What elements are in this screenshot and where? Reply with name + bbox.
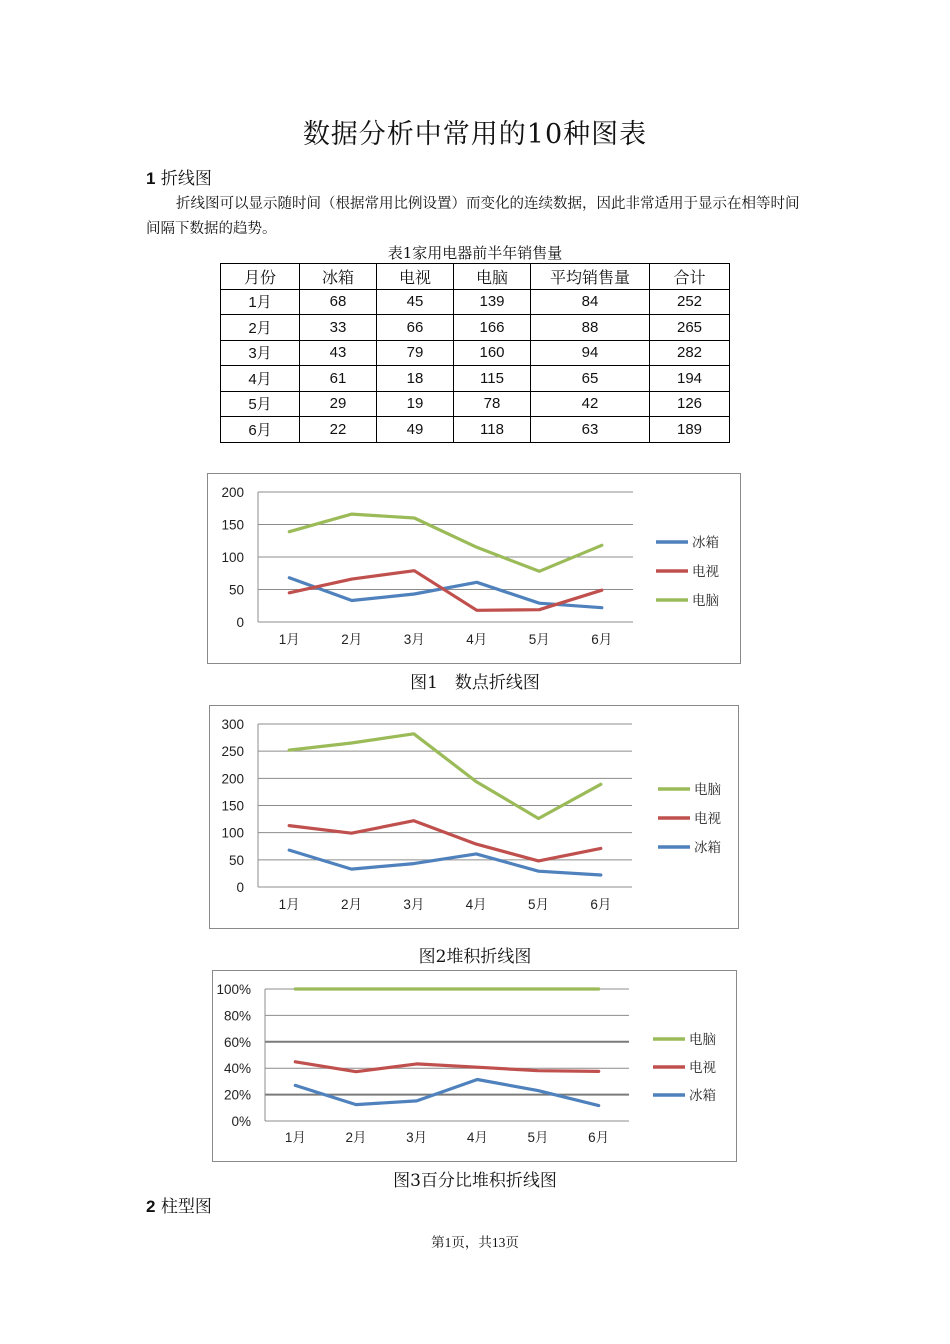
chart-2-caption: 图2堆积折线图 [418, 947, 532, 967]
table-header-row [221, 264, 730, 290]
y-tick-label: 80% [223, 1008, 251, 1024]
y-tick-label: 200 [221, 771, 244, 787]
series-line-3 [289, 514, 602, 571]
legend-label: 电脑 [692, 593, 719, 608]
x-tick-label: 4月 [466, 632, 488, 647]
table-cell: 33 [300, 315, 377, 341]
y-tick-label: 40% [223, 1061, 251, 1077]
y-tick-label: 0 [236, 880, 244, 895]
y-tick-label: 150 [221, 517, 244, 533]
table-cell: 126 [650, 391, 730, 417]
series-line-1 [295, 1080, 598, 1106]
x-tick-label: 1月 [278, 632, 300, 647]
table-cell: 22 [300, 417, 377, 443]
page-title: 数据分析中常用的10种图表 [302, 119, 648, 150]
chart-3-frame [212, 970, 737, 1162]
y-tick-label: 100% [216, 982, 251, 997]
column-header: 月份 [221, 264, 300, 290]
table-cell: 2月 [221, 315, 300, 341]
chart-3 [213, 971, 736, 1161]
table-cell: 252 [650, 289, 730, 315]
y-tick-label: 100 [221, 825, 244, 841]
page-footer: 第1页，共13页 [431, 1235, 519, 1250]
y-tick-label: 250 [221, 744, 244, 760]
x-tick-label: 5月 [527, 897, 550, 912]
y-tick-label: 50 [228, 582, 244, 598]
chart-2 [210, 706, 738, 928]
series-line-2 [289, 571, 602, 611]
table-row [221, 289, 730, 315]
chart-3-caption: 图3百分比堆积折线图 [393, 1171, 557, 1191]
table-cell: 18 [377, 366, 454, 392]
table-row [221, 315, 730, 341]
legend-label: 冰箱 [692, 535, 719, 550]
legend-label: 冰箱 [694, 840, 721, 855]
table-cell: 79 [377, 340, 454, 366]
legend-label: 电脑 [694, 782, 721, 797]
legend-label: 冰箱 [689, 1088, 716, 1103]
x-tick-label: 6月 [588, 1130, 610, 1145]
table-cell: 68 [300, 289, 377, 315]
table-cell: 5月 [221, 391, 300, 417]
y-tick-label: 0% [231, 1114, 251, 1129]
table-row [221, 417, 730, 443]
table-cell: 265 [650, 315, 730, 341]
y-tick-label: 100 [221, 550, 244, 565]
x-tick-label: 2月 [341, 632, 363, 647]
chart-1-frame [207, 473, 741, 664]
table-cell: 282 [650, 340, 730, 366]
table-cell: 189 [650, 417, 730, 443]
x-tick-label: 4月 [465, 897, 487, 912]
table-cell: 61 [300, 366, 377, 392]
y-tick-label: 20% [223, 1087, 251, 1103]
section-number: 2 [146, 1197, 156, 1216]
section-label: 折线图 [160, 169, 212, 189]
y-tick-label: 200 [221, 485, 244, 500]
y-tick-label: 50 [228, 852, 244, 868]
table-cell: 66 [377, 315, 454, 341]
table-cell: 139 [454, 289, 531, 315]
x-tick-label: 6月 [591, 632, 613, 647]
series-line-2 [295, 1062, 598, 1072]
table-cell: 42 [531, 391, 650, 417]
table-cell: 166 [454, 315, 531, 341]
x-tick-label: 5月 [528, 632, 550, 647]
x-tick-label: 3月 [403, 632, 425, 647]
table-row [221, 391, 730, 417]
x-tick-label: 1月 [284, 1130, 306, 1145]
table-cell: 3月 [221, 340, 300, 366]
table-cell: 45 [377, 289, 454, 315]
x-tick-label: 4月 [466, 1130, 488, 1145]
section-number: 1 [146, 169, 156, 188]
column-header: 平均销售量 [531, 264, 650, 290]
table-cell: 194 [650, 366, 730, 392]
table-cell: 43 [300, 340, 377, 366]
table-cell: 29 [300, 391, 377, 417]
column-header: 电脑 [454, 264, 531, 290]
x-tick-label: 2月 [340, 897, 363, 912]
y-tick-label: 150 [221, 798, 244, 814]
chart-1 [208, 474, 740, 663]
section-heading-column-chart [146, 1192, 212, 1217]
table-cell: 118 [454, 417, 531, 443]
table-cell: 1月 [221, 289, 300, 315]
y-tick-label: 0 [236, 615, 244, 630]
table-cell: 6月 [221, 417, 300, 443]
legend-label: 电视 [689, 1060, 716, 1075]
table-cell: 65 [531, 366, 650, 392]
sales-table [220, 263, 730, 443]
table-cell: 115 [454, 366, 531, 392]
table-caption: 表1家用电器前半年销售量 [387, 244, 563, 262]
x-tick-label: 5月 [527, 1130, 549, 1145]
table-cell: 4月 [221, 366, 300, 392]
table-cell: 160 [454, 340, 531, 366]
x-tick-label: 1月 [278, 897, 300, 912]
x-tick-label: 6月 [590, 897, 612, 912]
x-tick-label: 3月 [403, 897, 425, 912]
table-cell: 49 [377, 417, 454, 443]
table-cell: 19 [377, 391, 454, 417]
section-label: 柱型图 [160, 1197, 212, 1217]
legend-label: 电脑 [689, 1032, 716, 1047]
y-tick-label: 300 [221, 717, 244, 732]
table-cell: 94 [531, 340, 650, 366]
section-heading-line-chart [146, 164, 212, 189]
series-line-1 [289, 850, 601, 875]
table-row [221, 366, 730, 392]
x-tick-label: 2月 [345, 1130, 367, 1145]
y-tick-label: 60% [223, 1034, 251, 1050]
chart-2-frame [209, 705, 739, 929]
legend-label: 电视 [692, 564, 719, 579]
intro-paragraph: 折线图可以显示随时间（根据常用比例设置）而变化的连续数据，因此非常适用于显示在相等时间间隔下数据的趋势。 [146, 196, 800, 237]
table-cell: 88 [531, 315, 650, 341]
chart-1-caption: 图1 数点折线图 [410, 673, 540, 693]
table-row [221, 340, 730, 366]
column-header: 电视 [377, 264, 454, 290]
table-cell: 84 [531, 289, 650, 315]
legend-label: 电视 [694, 811, 721, 826]
column-header: 合计 [650, 264, 730, 290]
column-header: 冰箱 [300, 264, 377, 290]
x-tick-label: 3月 [406, 1130, 428, 1145]
table-cell: 63 [531, 417, 650, 443]
table-cell: 78 [454, 391, 531, 417]
series-line-2 [289, 821, 601, 861]
